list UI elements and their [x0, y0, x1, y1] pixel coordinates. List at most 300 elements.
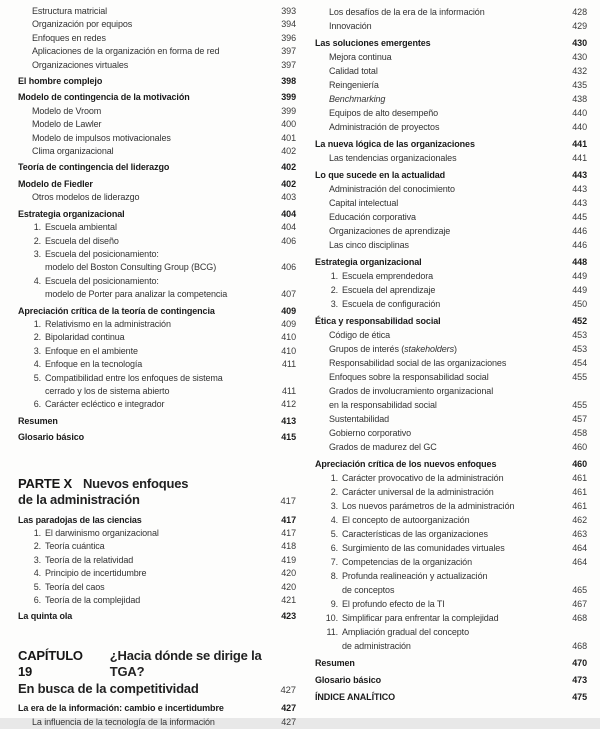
entry-label: Escuela ambiental — [45, 222, 117, 233]
toc-entry — [18, 59, 296, 72]
toc-entry-continuation — [18, 385, 296, 398]
entry-label: Las cinco disciplinas — [329, 240, 409, 250]
toc-entry — [18, 105, 296, 118]
page-number: 443 — [572, 184, 587, 194]
page-number: 457 — [572, 414, 587, 424]
toc-entry — [18, 716, 296, 729]
toc-entry — [18, 358, 296, 371]
page-number: 464 — [572, 557, 587, 567]
toc-entry — [18, 331, 296, 344]
text-segment: Grupos de interés ( — [329, 344, 405, 354]
page-number: 460 — [572, 442, 587, 452]
toc-entry — [315, 412, 587, 426]
page-number: 452 — [572, 316, 587, 326]
page-number: 430 — [572, 52, 587, 62]
page-number: 448 — [572, 257, 587, 267]
page-number: 441 — [572, 153, 587, 163]
toc-heading-entry — [18, 610, 296, 623]
entry-number: 5. — [33, 581, 41, 592]
page-number: 468 — [572, 613, 587, 623]
toc-entry — [315, 485, 587, 499]
page-number: 449 — [572, 271, 587, 281]
page-number: 445 — [572, 212, 587, 222]
toc-entry — [315, 328, 587, 342]
toc-entry — [18, 5, 296, 18]
page-number: 430 — [572, 38, 587, 48]
toc-heading-entry — [315, 137, 587, 151]
entry-label: Organización por equipos — [32, 19, 133, 30]
page-number: 396 — [281, 32, 296, 43]
page-number: 409 — [281, 305, 296, 316]
toc-entry-continuation — [18, 261, 296, 274]
entry-number: 2. — [330, 285, 338, 295]
toc-entry — [315, 471, 587, 485]
toc-entry — [315, 238, 587, 252]
toc-entry — [315, 426, 587, 440]
toc-heading-entry — [18, 178, 296, 191]
page-number: 419 — [281, 554, 296, 565]
page-number: 449 — [572, 285, 587, 295]
entry-label: Escuela del diseño — [45, 235, 119, 246]
toc-entry — [18, 32, 296, 45]
page-number: 427 — [281, 703, 296, 714]
entry-label: El profundo efecto de la TI — [342, 599, 445, 609]
entry-label: La nueva lógica de las organizaciones — [315, 139, 475, 149]
entry-label: Surgimiento de las comunidades virtuales — [342, 543, 505, 553]
page-number: 465 — [572, 585, 587, 595]
entry-label: Innovación — [329, 21, 372, 31]
page-number: 446 — [572, 226, 587, 236]
toc-heading-entry — [315, 36, 587, 50]
toc-entry — [315, 370, 587, 384]
page-number: 435 — [572, 80, 587, 90]
page-number: 467 — [572, 599, 587, 609]
entry-label: de administración — [342, 641, 411, 651]
toc-entry — [18, 145, 296, 158]
toc-heading-entry — [18, 415, 296, 428]
entry-number: 3. — [330, 299, 338, 309]
toc-entry — [18, 372, 296, 385]
entry-number: 7. — [330, 557, 338, 567]
page-number: 455 — [572, 372, 587, 382]
entry-label: Glosario básico — [18, 432, 85, 443]
toc-entry — [18, 45, 296, 58]
entry-label: Enfoque en la tecnología — [45, 359, 143, 370]
page-number: 441 — [572, 139, 587, 149]
entry-label: Teoría cuántica — [45, 541, 105, 552]
page-number: 398 — [281, 76, 296, 87]
page-number: 411 — [281, 385, 296, 396]
toc-entry — [18, 191, 296, 204]
page-number: 468 — [572, 641, 587, 651]
toc-entry — [18, 554, 296, 567]
entry-label: Carácter universal de la administración — [342, 487, 494, 497]
entry-label: Las paradojas de las ciencias — [18, 514, 142, 525]
toc-entry — [315, 106, 587, 120]
entry-label: Escuela de configuración — [342, 299, 441, 309]
toc-heading-entry — [18, 75, 296, 88]
toc-entry — [315, 182, 587, 196]
entry-number: 1. — [330, 271, 338, 281]
entry-number: 1. — [330, 473, 338, 483]
entry-label: cerrado y los de sistema abierto — [45, 385, 170, 396]
toc-entry — [315, 440, 587, 454]
page-number: 458 — [572, 428, 587, 438]
page-number: 446 — [572, 240, 587, 250]
toc-entry — [315, 513, 587, 527]
toc-entry — [315, 210, 587, 224]
section-heading-prefix: PARTE X — [18, 475, 72, 491]
text-segment: ) — [453, 344, 457, 354]
toc-entry — [315, 120, 587, 134]
entry-label: La era de la información: cambio e incertidumbre — [18, 703, 224, 714]
entry-number: 4. — [33, 359, 41, 370]
toc-entry — [18, 398, 296, 411]
toc-entry — [315, 196, 587, 210]
entry-number: 2. — [33, 235, 41, 246]
page-number: 404 — [281, 208, 296, 219]
entry-label: Profunda realineación y actualización — [342, 571, 488, 581]
entry-label: Apreciación crítica de la teoría de contingencia — [18, 305, 215, 316]
entry-label: Carácter ecléctico e integrador — [45, 399, 165, 410]
entry-label: Las tendencias organizacionales — [329, 153, 457, 163]
toc-entry — [18, 221, 296, 234]
entry-label: Modelo de Lawler — [32, 119, 102, 130]
entry-label: Ética y responsabilidad social — [315, 316, 441, 326]
section-heading-title: Nuevos enfoques — [82, 475, 189, 491]
entry-label: Escuela emprendedora — [342, 271, 434, 281]
entry-label: Competencias de la organización — [342, 557, 472, 567]
toc-heading-entry — [18, 702, 296, 715]
page-number: 460 — [572, 459, 587, 469]
entry-number: 5. — [33, 372, 41, 383]
toc-entry — [18, 540, 296, 553]
page-number: 407 — [281, 289, 296, 300]
entry-label: Administración de proyectos — [329, 122, 440, 132]
toc-entry — [315, 569, 587, 583]
entry-number: 3. — [330, 501, 338, 511]
entry-label: Las soluciones emergentes — [315, 38, 431, 48]
page-number: 443 — [572, 198, 587, 208]
page-number: 415 — [281, 432, 296, 443]
toc-entry — [315, 269, 587, 283]
toc-heading-entry — [315, 656, 587, 670]
page-number: 443 — [572, 170, 587, 180]
entry-label: El darwinismo organizacional — [45, 528, 159, 538]
page-number: 409 — [281, 318, 296, 329]
page-number: 417 — [281, 528, 296, 538]
toc-entry — [315, 50, 587, 64]
entry-label: Estrategia organizacional — [18, 208, 125, 219]
toc-entry — [315, 224, 587, 238]
entry-label: Capital intelectual — [329, 198, 399, 208]
entry-label: Compatibilidad entre los enfoques de sistema — [45, 372, 223, 383]
entry-label: La influencia de la tecnología de la información — [32, 716, 215, 727]
entry-label: Escuela del posicionamiento: — [45, 275, 159, 286]
entry-label: Gobierno corporativo — [329, 428, 412, 438]
toc-entry — [18, 235, 296, 248]
page-number: 420 — [281, 568, 296, 579]
entry-label: Código de ética — [329, 330, 391, 340]
entry-number: 11. — [326, 627, 338, 637]
toc-heading-entry — [18, 208, 296, 221]
entry-label: Lo que sucede en la actualidad — [315, 170, 446, 180]
entry-label — [329, 92, 385, 106]
page-number: 464 — [572, 543, 587, 553]
section-heading-line2 — [18, 681, 296, 700]
entry-label: Sustentabilidad — [329, 414, 390, 424]
entry-label: Organizaciones de aprendizaje — [329, 226, 451, 236]
entry-number: 1. — [33, 528, 41, 538]
toc-entry — [18, 132, 296, 145]
page-number: 406 — [281, 235, 296, 246]
entry-label: El hombre complejo — [18, 76, 103, 87]
page-number: 417 — [280, 496, 296, 508]
page-number: 393 — [281, 6, 296, 16]
toc-entry — [315, 92, 587, 106]
page-number: 453 — [572, 344, 587, 354]
entry-number: 6. — [330, 543, 338, 553]
toc-entry — [315, 384, 587, 398]
page-number: 402 — [281, 162, 296, 173]
page-number: 440 — [572, 122, 587, 132]
page-number: 429 — [572, 21, 587, 31]
toc-entry — [315, 151, 587, 165]
section-heading-title: de la administración — [18, 492, 140, 508]
entry-number: 3. — [33, 248, 41, 259]
entry-label: Enfoque en el ambiente — [45, 345, 138, 356]
toc-heading-entry — [315, 168, 587, 182]
toc-column-right — [315, 5, 587, 729]
page-number: 411 — [281, 359, 296, 370]
entry-label: Apreciación crítica de los nuevos enfoques — [315, 459, 497, 469]
entry-label: Organizaciones virtuales — [32, 59, 129, 70]
toc-entry — [315, 64, 587, 78]
page-number: 401 — [281, 132, 296, 143]
entry-label: Educación corporativa — [329, 212, 416, 222]
section-heading — [18, 648, 296, 681]
page-number: 462 — [572, 515, 587, 525]
entry-number: 6. — [33, 399, 41, 410]
toc-entry — [18, 248, 296, 261]
entry-label: Escuela del aprendizaje — [342, 285, 436, 295]
page-number: 403 — [281, 192, 296, 203]
entry-number: 5. — [330, 529, 338, 539]
section-gap — [18, 445, 296, 476]
entry-label: Grados de involucramiento organizacional — [329, 386, 494, 396]
entry-label: Modelo de impulsos motivacionales — [32, 132, 171, 143]
toc-entry — [315, 527, 587, 541]
entry-label: Estrategia organizacional — [315, 257, 422, 267]
toc-entry — [315, 78, 587, 92]
entry-label: Aplicaciones de la organización en forma de red — [32, 46, 220, 57]
page-number: 399 — [281, 92, 296, 103]
page-number: 463 — [572, 529, 587, 539]
page-number: 412 — [281, 399, 296, 410]
section-heading-title: ¿Hacia dónde se dirige la TGA? — [109, 647, 262, 680]
page-number: 432 — [572, 66, 587, 76]
toc-heading-entry — [315, 255, 587, 269]
page-number: 420 — [281, 581, 296, 592]
entry-label: Simplificar para enfrentar la complejidad — [342, 613, 499, 623]
entry-number: 4. — [33, 568, 41, 579]
entry-label: Modelo de Fiedler — [18, 178, 93, 189]
toc-entry-continuation — [315, 583, 587, 597]
entry-number: 3. — [33, 345, 41, 356]
page-number: 427 — [281, 716, 296, 727]
entry-number: 4. — [330, 515, 338, 525]
entry-label: Enfoques sobre la responsabilidad social — [329, 372, 489, 382]
toc-heading-entry — [315, 690, 587, 704]
page-number: 402 — [281, 178, 296, 189]
toc-entry — [315, 5, 587, 19]
entry-label: Responsabilidad social de las organizaciones — [329, 358, 507, 368]
entry-number: 10. — [325, 613, 338, 623]
entry-label: El concepto de autoorganización — [342, 515, 470, 525]
toc-entry — [18, 567, 296, 580]
entry-number: 2. — [330, 487, 338, 497]
page-number: 397 — [281, 59, 296, 70]
entry-label: Bipolaridad continua — [45, 332, 125, 343]
page-number: 400 — [281, 119, 296, 130]
entry-label: en la responsabilidad social — [329, 400, 437, 410]
page-number: 417 — [281, 514, 296, 525]
toc-column-left — [18, 5, 296, 729]
page-number: 410 — [281, 345, 296, 356]
entry-label: Grados de madurez del GC — [329, 442, 437, 452]
section-heading-prefix: CAPÍTULO 19 — [18, 647, 83, 680]
page-number: 475 — [572, 692, 587, 702]
section-heading-title: En busca de la competitividad — [18, 680, 199, 696]
page-number: 394 — [281, 19, 296, 30]
entry-number: 6. — [33, 595, 41, 606]
entry-label: Modelo de Vroom — [32, 105, 102, 116]
toc-entry — [18, 345, 296, 358]
toc-entry — [18, 594, 296, 607]
entry-label: Escuela del posicionamiento: — [45, 248, 159, 259]
toc-entry-continuation — [315, 398, 587, 412]
entry-label: Administración del conocimiento — [329, 184, 455, 194]
entry-label — [329, 342, 457, 356]
toc-entry — [315, 297, 587, 311]
entry-label: Teoría del caos — [45, 581, 105, 592]
entry-label: Modelo de contingencia de la motivación — [18, 92, 190, 103]
section-heading-line2 — [18, 492, 296, 511]
toc-heading-entry — [315, 673, 587, 687]
entry-number: 3. — [33, 554, 41, 565]
entry-label: Carácter provocativo de la administración — [342, 473, 504, 483]
entry-number: 9. — [330, 599, 338, 609]
entry-label: Los nuevos parámetros de la administración — [342, 501, 515, 511]
toc-heading-entry — [315, 457, 587, 471]
toc-heading-entry — [18, 305, 296, 318]
italic-text: stakeholders — [404, 344, 454, 354]
entry-label: ÍNDICE ANALÍTICO — [315, 692, 396, 702]
entry-label: modelo de Porter para analizar la competencia — [45, 289, 228, 300]
entry-label: Teoría de la relatividad — [45, 554, 134, 565]
entry-label: Principio de incertidumbre — [45, 568, 147, 579]
entry-number: 8. — [330, 571, 338, 581]
entry-number: 1. — [33, 318, 41, 329]
entry-label: Equipos de alto desempeño — [329, 108, 439, 118]
entry-label: La quinta ola — [18, 611, 73, 622]
toc-entry — [18, 581, 296, 594]
toc-entry — [315, 555, 587, 569]
entry-label: Enfoques en redes — [32, 32, 106, 43]
page-number: 438 — [572, 94, 587, 104]
page-number: 410 — [281, 332, 296, 343]
page-number: 428 — [572, 7, 587, 17]
page-number: 404 — [281, 222, 296, 233]
entry-label: modelo del Boston Consulting Group (BCG) — [45, 262, 217, 273]
entry-number: 2. — [33, 541, 41, 552]
entry-number: 4. — [33, 275, 41, 286]
entry-label: Resumen — [315, 658, 355, 668]
toc-entry — [315, 342, 587, 356]
page-number: 402 — [281, 146, 296, 157]
page-number: 399 — [281, 105, 296, 116]
entry-label: de conceptos — [342, 585, 395, 595]
toc-heading-entry — [18, 91, 296, 104]
toc-entry — [315, 541, 587, 555]
entry-label: Los desafíos de la era de la información — [329, 7, 485, 17]
entry-number: 1. — [33, 222, 41, 233]
entry-label: Teoría de contingencia del liderazgo — [18, 162, 170, 173]
page-number: 418 — [281, 541, 296, 552]
entry-label: Otros modelos de liderazgo — [32, 192, 140, 203]
toc-entry — [18, 18, 296, 31]
toc-entry — [315, 499, 587, 513]
page-number: 461 — [572, 473, 587, 483]
toc-heading-entry — [315, 314, 587, 328]
page-number: 397 — [281, 46, 296, 57]
entry-label: Reingeniería — [329, 80, 379, 90]
toc-entry-continuation — [315, 639, 587, 653]
entry-label: Teoría de la complejidad — [45, 595, 141, 606]
page-number: 427 — [280, 684, 296, 696]
toc-entry — [315, 597, 587, 611]
entry-label: Estructura matricial — [32, 6, 108, 16]
entry-label: Calidad total — [329, 66, 378, 76]
page-number: 461 — [572, 501, 587, 511]
toc-entry — [18, 527, 296, 540]
italic-text: Benchmarking — [329, 94, 386, 104]
entry-label: Relativismo en la administración — [45, 318, 171, 329]
entry-label: Características de las organizaciones — [342, 529, 488, 539]
page-number: 423 — [281, 611, 296, 622]
toc-entry — [315, 356, 587, 370]
toc-entry — [315, 611, 587, 625]
entry-label: Mejora continua — [329, 52, 392, 62]
toc-entry-continuation — [18, 288, 296, 301]
toc-entry — [18, 118, 296, 131]
toc-entry — [315, 625, 587, 639]
page-number: 470 — [572, 658, 587, 668]
entry-label: Ampliación gradual del concepto — [342, 627, 469, 637]
page-number: 440 — [572, 108, 587, 118]
page-number: 455 — [572, 400, 587, 410]
toc-entry — [18, 275, 296, 288]
toc-heading-entry — [18, 431, 296, 444]
entry-label: Clima organizacional — [32, 146, 114, 157]
section-heading — [18, 476, 296, 493]
toc-entry — [315, 283, 587, 297]
toc-entry — [18, 318, 296, 331]
page-number: 406 — [281, 262, 296, 273]
page-number: 450 — [572, 299, 587, 309]
page-number: 461 — [572, 487, 587, 497]
entry-label: Glosario básico — [315, 675, 382, 685]
